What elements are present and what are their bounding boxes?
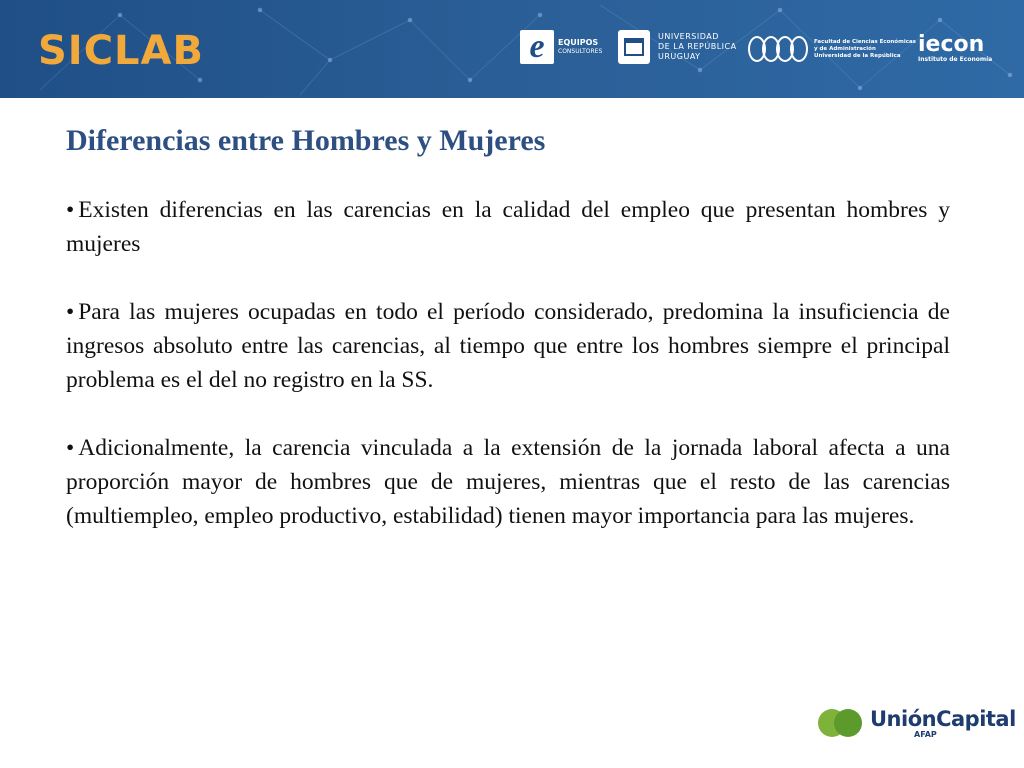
header-banner bbox=[0, 0, 1024, 98]
equipos-subtitle: CONSULTORES bbox=[558, 48, 603, 55]
iecon-name: iecon bbox=[918, 32, 985, 57]
university-seal-icon bbox=[618, 30, 650, 64]
slide-title: Diferencias entre Hombres y Mujeres bbox=[66, 124, 546, 157]
udelar-line-3: URUGUAY bbox=[658, 52, 701, 61]
udelar-line-2: DE LA REPÚBLICA bbox=[658, 42, 737, 51]
bullet-icon: • bbox=[66, 197, 75, 223]
bullet-text: Para las mujeres ocupadas en todo el período considerado, predomina la insuficiencia de ingresos absoluto entre las carencias, al tiempo que entre los hombres siempre el principal problema es el del no registro en la SS. bbox=[66, 299, 950, 393]
bullet-item bbox=[66, 295, 950, 397]
union-capital-name: UniónCapital bbox=[870, 707, 1016, 731]
equipos-name: EQUIPOS bbox=[558, 38, 599, 47]
bullet-item bbox=[66, 431, 950, 533]
union-capital-mark-icon bbox=[818, 709, 864, 739]
iecon-logo bbox=[918, 34, 992, 63]
udelar-logo bbox=[618, 30, 737, 64]
bullet-list bbox=[66, 193, 950, 567]
equipos-e-icon: e bbox=[520, 30, 554, 64]
iecon-subtitle: Instituto de Economía bbox=[918, 56, 993, 63]
union-capital-subtitle: AFAP bbox=[914, 730, 937, 739]
siclab-logo: SICLAB bbox=[38, 28, 204, 74]
bullet-icon: • bbox=[66, 299, 75, 325]
bullet-text: Adicionalmente, la carencia vinculada a la extensión de la jornada laboral afecta a una proporción mayor de hombres que de mujeres, mientras que el resto de las carencias (multiempleo, empleo productivo, estabilidad) tienen mayor importancia para las mujeres. bbox=[66, 435, 950, 529]
fcea-logo bbox=[748, 36, 916, 62]
equipos-consultores-logo bbox=[520, 30, 602, 64]
udelar-line-1: UNIVERSIDAD bbox=[658, 32, 719, 41]
union-capital-logo bbox=[818, 708, 1016, 739]
fcea-line-1: Facultad de Ciencias Económicas bbox=[814, 38, 916, 45]
fcea-line-3: Universidad de la República bbox=[814, 52, 901, 59]
fcea-line-2: y de Administración bbox=[814, 45, 876, 52]
fcea-rings-icon bbox=[748, 36, 808, 62]
bullet-icon: • bbox=[66, 435, 75, 461]
bullet-item bbox=[66, 193, 950, 261]
bullet-text: Existen diferencias en las carencias en la calidad del empleo que presentan hombres y mujeres bbox=[66, 197, 950, 257]
